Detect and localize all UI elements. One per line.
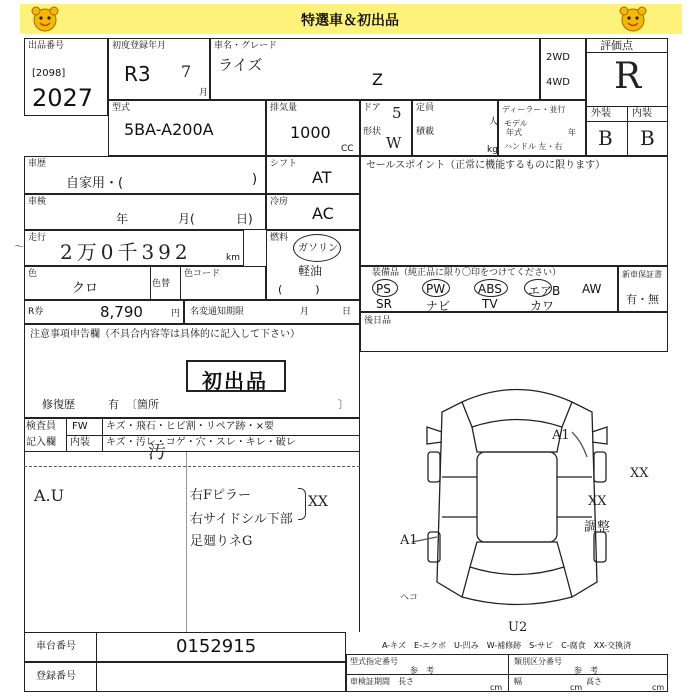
rating-label: 評価点	[600, 39, 633, 52]
lot-code: [2098]	[32, 68, 66, 79]
spec-category-label: 類別区分番号	[514, 657, 562, 666]
car-name-label: 車名・グレード	[214, 41, 278, 51]
mileage-value: 2万0千392	[60, 240, 192, 264]
mileage-tick-mark: 〜	[14, 242, 24, 253]
notes-line2: 右サイドシル下部	[190, 512, 293, 527]
spec-height-label: 高さ	[586, 677, 602, 686]
warranty-value: 有・無	[626, 293, 659, 306]
first-reg-era-year: R3	[124, 62, 151, 86]
notes-line1: 右Fピラー	[190, 488, 252, 503]
legend: A-キズ E-エクボ U-凹み W-補修跡 S-サビ C-腐食 XX-交換済	[382, 641, 632, 650]
attention-label: 注意事項申告欄（不具合内容等は具体的に記入して下さい）	[30, 329, 300, 340]
spec-ref-2: 参 考	[574, 666, 598, 675]
inspector-label-1: 検査員	[26, 421, 56, 432]
registration-label: 登録番号	[36, 671, 76, 682]
equip-ps-circle	[372, 279, 398, 297]
inspection-day: 日)	[236, 212, 253, 226]
notes-line3: 足廻りネG	[190, 534, 253, 549]
displacement-unit: CC	[341, 144, 354, 154]
first-listing-stamp	[186, 360, 286, 392]
car-name: ライズ	[218, 56, 263, 74]
inspection-month: 月(	[178, 212, 195, 226]
rear-goods-label: 後日品	[364, 316, 392, 326]
warranty-label: 新車保証書	[622, 270, 662, 279]
notes-divider	[186, 452, 187, 632]
dealer-year-unit: 年	[568, 128, 576, 137]
mileage-label: 走行	[28, 233, 47, 243]
lot-label: 出品番号	[28, 41, 65, 51]
inspector-row1: キズ・飛石・ヒビ割・リペア跡・×要	[106, 421, 274, 432]
inspector-hand-mark: 汚	[148, 442, 166, 463]
fuel-paren: ( )	[278, 283, 320, 296]
mark-xx-right: XX	[630, 466, 649, 481]
repair-close: 〕	[338, 398, 349, 411]
equip-navi: ナビ	[426, 299, 451, 313]
spec-length-label: 長さ	[398, 677, 414, 686]
rating-score: R	[614, 56, 642, 97]
shift-value: AT	[312, 168, 332, 187]
repair-value: 有	[108, 398, 119, 411]
repair-label: 修復歴	[42, 398, 75, 411]
mark-a1-left: A1	[400, 533, 418, 548]
ac-value: AC	[312, 204, 334, 223]
inspection-label: 車検	[28, 197, 47, 207]
drive-4wd: 4WD	[546, 77, 570, 88]
spec-model-label: 型式指定番号	[350, 657, 398, 666]
spec-width-unit: cm	[570, 683, 583, 692]
dealer-handle-label: ハンドル 左・右	[504, 142, 563, 151]
history-value: 自家用・(	[66, 176, 124, 191]
equip-pw-circle	[422, 279, 450, 297]
notes-bracket-mark: XX	[308, 494, 328, 510]
first-reg-month-unit: 月	[199, 88, 209, 98]
rating-ext-value: B	[598, 126, 613, 150]
equip-aw: AW	[582, 282, 602, 296]
recycle-label: R券	[28, 307, 44, 317]
color-change-label: 色替	[152, 279, 171, 289]
inspector-fw: FW	[72, 421, 88, 432]
shape-label: 形状	[363, 127, 382, 137]
equip-airbag-circle	[524, 279, 552, 297]
dealer-label: ディーラー・並行	[502, 105, 566, 114]
displacement-label: 排気量	[270, 103, 298, 113]
color-code-label: 色コード	[184, 269, 221, 279]
inspection-year: 年	[116, 212, 129, 226]
spec-height-unit: cm	[652, 683, 665, 692]
door-value: 5	[392, 104, 402, 122]
equip-airbag: エアB	[528, 284, 561, 298]
mark-adjust: 調整	[584, 520, 611, 535]
mark-sub-left: ヘコ	[400, 593, 419, 603]
ac-label: 冷房	[270, 197, 289, 207]
color-value: クロ	[72, 281, 99, 296]
chassis-value: 0152915	[176, 636, 257, 657]
load-unit: kg	[487, 145, 498, 155]
inspector-label-2: 記入欄	[26, 437, 56, 448]
mileage-unit: km	[226, 253, 240, 263]
spec-ref-1: 参 考	[410, 666, 434, 675]
inspector-row2: キズ・汚レ・コゲ・穴・スレ・キレ・破レ	[106, 437, 296, 448]
mark-u2: U2	[508, 620, 528, 635]
fuel-diesel: 軽油	[298, 264, 323, 278]
inspector-interior: 内装	[70, 437, 90, 448]
dealer-year-label: 年式	[506, 128, 522, 137]
mark-xx-mid: XX	[588, 494, 607, 509]
page-title: 特選車＆初出品	[301, 13, 399, 29]
dealer-model-label: モデル	[504, 119, 528, 128]
sales-point-box	[360, 156, 668, 266]
drive-2wd: 2WD	[546, 52, 570, 63]
color-box	[24, 266, 266, 300]
equip-pw: PW	[426, 282, 446, 296]
spec-length-unit: cm	[490, 683, 503, 692]
equip-abs: ABS	[478, 282, 502, 296]
model-value: 5BA-A200A	[124, 120, 214, 139]
notes-bracket	[298, 488, 306, 520]
model-label: 型式	[112, 103, 131, 113]
spec-cert-label: 車検証期間	[350, 677, 390, 686]
equip-tv: TV	[482, 297, 498, 311]
recycle-unit: 円	[171, 309, 181, 319]
rear-goods-box	[360, 312, 668, 352]
displacement-value: 1000	[290, 123, 331, 142]
shift-label: シフト	[270, 159, 298, 169]
shape-value: W	[386, 134, 402, 152]
chassis-label: 車台番号	[36, 641, 76, 652]
name-change-day: 日	[342, 307, 352, 317]
history-close: )	[252, 172, 258, 187]
door-label: ドア	[363, 103, 381, 113]
first-reg-label: 初度登録年月	[112, 41, 167, 51]
equip-leather: カワ	[530, 299, 555, 313]
load-label: 積載	[416, 127, 435, 137]
equipment-label: 装備品（純正品に限り〇印をつけてください）	[372, 268, 562, 278]
rating-ext-label: 外装	[591, 108, 611, 119]
fuel-gas: ガソリン	[298, 243, 338, 254]
rating-int-label: 内装	[632, 108, 652, 119]
capacity-label: 定員	[416, 103, 435, 113]
color-label: 色	[28, 269, 38, 279]
recycle-value: 8,790	[100, 303, 143, 321]
history-box	[24, 156, 266, 194]
fuel-label: 燃料	[270, 233, 289, 243]
lot-number: 2027	[32, 84, 94, 112]
car-grade: Z	[372, 70, 383, 89]
capacity-unit: 人	[489, 117, 499, 127]
repair-place: 〔箇所	[126, 398, 159, 411]
mark-a1-top: A1	[552, 428, 570, 443]
name-change-month: 月	[300, 307, 310, 317]
rating-int-value: B	[640, 126, 655, 150]
inspection-box	[24, 194, 266, 230]
first-reg-month: 7	[181, 62, 192, 81]
drive-box	[540, 38, 586, 100]
spec-width-label: 幅	[514, 677, 522, 686]
notes-left: A.U	[34, 486, 65, 505]
name-change-label: 名変通知期限	[190, 307, 245, 317]
equip-abs-circle	[474, 279, 508, 297]
history-label: 車歴	[28, 159, 47, 169]
first-listing-stamp-text: 初出品	[202, 369, 268, 393]
equip-ps: PS	[376, 282, 391, 296]
sales-point-label: セールスポイント（正常に機能するものに限ります）	[366, 160, 606, 171]
equip-sr: SR	[376, 297, 392, 311]
